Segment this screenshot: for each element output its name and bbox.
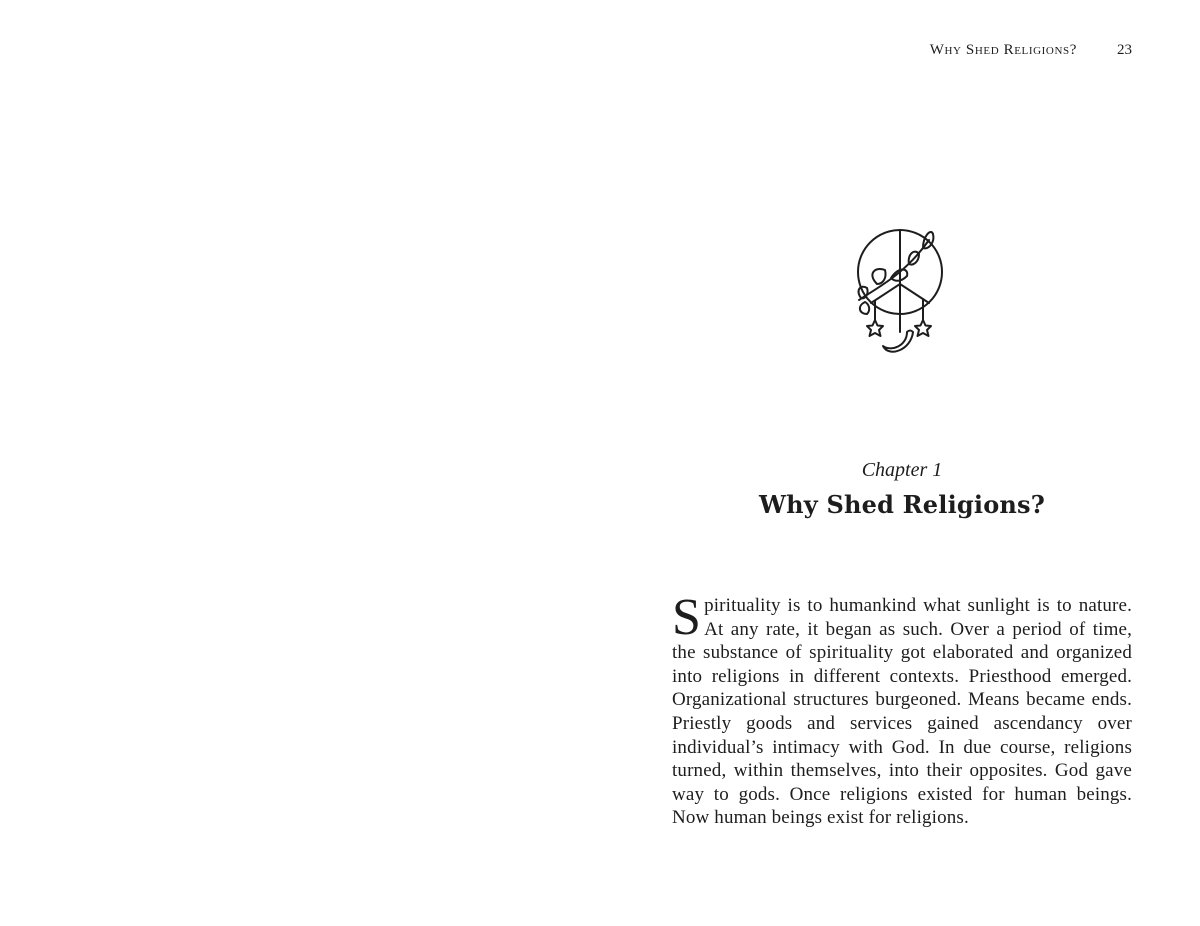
body-paragraph xyxy=(672,589,1132,830)
peace-sign-ornament-icon xyxy=(845,222,955,362)
chapter-title: Why Shed Religions? xyxy=(758,490,1046,519)
running-head xyxy=(860,42,1132,59)
running-head-title: Why Shed Religions? xyxy=(929,42,1077,58)
page-number: 23 xyxy=(1117,42,1132,58)
drop-cap: S xyxy=(672,589,702,646)
body-text: pirituality is to humankind what sunlight is to nature. At any rate, it began as such. Over a period of time, the substance of spirituality got elaborated and organized into religions in different contexts. Priesthood emerged. Organizational structures burgeoned. Means became ends. Priestly goods and services gained ascendancy over individual’s intimacy with God. In due course, religions turned, within themselves, into their opposites. God gave way to gods. Once religions existed for human beings. Now human beings exist for religions. xyxy=(672,595,1132,829)
chapter-label: Chapter 1 xyxy=(861,459,943,481)
